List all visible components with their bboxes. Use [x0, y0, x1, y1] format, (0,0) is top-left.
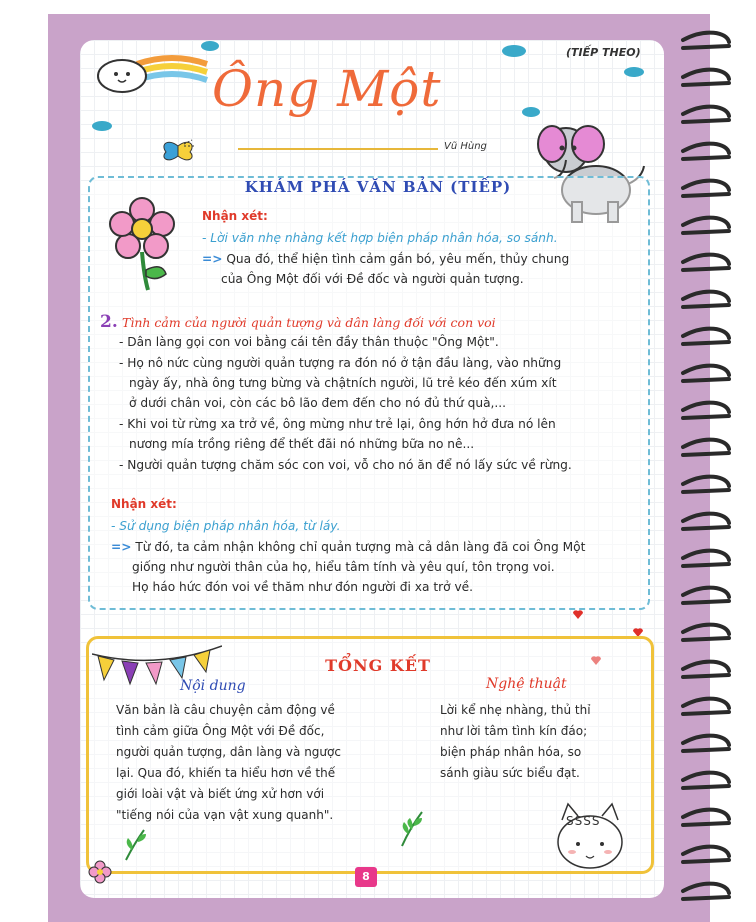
art-line: sánh giàu sức biểu đạt.: [440, 766, 580, 780]
remark-line: giống như người thân của họ, hiểu tâm tính và yêu quí, tôn trọng voi.: [132, 560, 555, 574]
remark-label: Nhận xét:: [202, 209, 268, 223]
art-label: Nghệ thuật: [486, 676, 567, 692]
sticker-text: SSSS: [566, 814, 601, 828]
remark-line: - Lời văn nhẹ nhàng kết hợp biện pháp nhân hóa, so sánh.: [202, 231, 558, 245]
explore-heading: KHÁM PHÁ VĂN BẢN (TIẾP): [244, 178, 512, 196]
cat-sticker-icon: [548, 800, 632, 872]
remark-label: Nhận xét:: [111, 497, 177, 511]
content-line: giới loài vật và biết ứng xử hơn với: [116, 787, 325, 801]
flower-icon: [104, 196, 180, 292]
art-line: như lời tâm tình kín đáo;: [440, 724, 588, 738]
list-item: - Khi voi từ rừng xa trở về, ông mừng như trẻ lại, ông hớn hở đưa nó lên: [119, 417, 556, 431]
title-underline: [238, 148, 438, 150]
continued-label: (TIẾP THEO): [566, 46, 641, 59]
cloud-icon: [622, 64, 646, 78]
butterfly-icon: [158, 138, 198, 168]
arrow-marker: =>: [202, 252, 223, 266]
list-item: - Họ nô nức cùng người quản tượng ra đón nó ở tận đầu làng, vào những: [119, 356, 562, 370]
content-line: tình cảm giữa Ông Một với Đề đốc,: [116, 724, 325, 738]
heart-icon: [572, 608, 584, 620]
content-line: lại. Qua đó, khiến ta hiểu hơn về thế: [116, 766, 336, 780]
leaf-sprig-icon: [120, 826, 150, 862]
cloud-icon: [90, 118, 114, 132]
art-line: Lời kể nhẹ nhàng, thủ thỉ: [440, 703, 591, 717]
small-flower-icon: [88, 860, 112, 884]
content-line: "tiếng nói của vạn vật xung quanh".: [116, 808, 334, 822]
spiral-binding-icon: [675, 20, 735, 920]
cloud-icon: [200, 38, 220, 52]
summary-heading: TỔNG KẾT: [325, 656, 431, 675]
cloud-icon: [500, 42, 528, 58]
leaf-sprig-icon: [396, 808, 426, 848]
list-item: ở dưới chân voi, còn các bô lão đem đến cho nó đủ thứ quà,...: [129, 396, 507, 410]
list-item: - Dân làng gọi con voi bằng cái tên đầy thân thuộc "Ông Một".: [119, 335, 499, 349]
content-label: Nội dung: [180, 678, 246, 694]
remark-line: - Sử dụng biện pháp nhân hóa, từ láy.: [111, 519, 341, 533]
content-line: Văn bản là câu chuyện cảm động về: [116, 703, 335, 717]
list-item: nương mía trồng riêng để thết đãi nó những bữa no nê...: [129, 437, 475, 451]
author-name: Vũ Hùng: [444, 141, 487, 152]
remark-line: Qua đó, thể hiện tình cảm gắn bó, yêu mến, thủy chung: [226, 252, 570, 266]
list-item: ngày ấy, nhà ông tưng bừng và chậtních người, lũ trẻ kéo đến xúm xít: [129, 376, 557, 390]
remark-line: Họ háo hức đón voi về thăm như đón người đi xa trở về.: [132, 580, 474, 594]
page-title: Ông Một: [212, 60, 442, 118]
art-line: biện pháp nhân hóa, so: [440, 745, 582, 759]
section-number: 2.: [100, 312, 118, 332]
content-line: người quản tượng, dân làng và ngược: [116, 745, 341, 759]
remark-line: Từ đó, ta cảm nhận không chỉ quản tượng mà cả dân làng đã coi Ông Một: [135, 540, 586, 554]
cloud-icon: [520, 104, 542, 118]
arrow-marker: =>: [111, 540, 132, 554]
rainbow-cloud-icon: [92, 42, 212, 102]
list-item: - Người quản tượng chăm sóc con voi, vỗ cho nó ăn để nó lấy sức về rừng.: [119, 458, 572, 472]
section-title: Tình cảm của người quản tượng và dân làng đối với con voi: [122, 315, 496, 330]
page-number: 8: [355, 867, 377, 887]
remark-line: của Ông Một đối với Đề đốc và người quản tượng.: [221, 272, 524, 286]
